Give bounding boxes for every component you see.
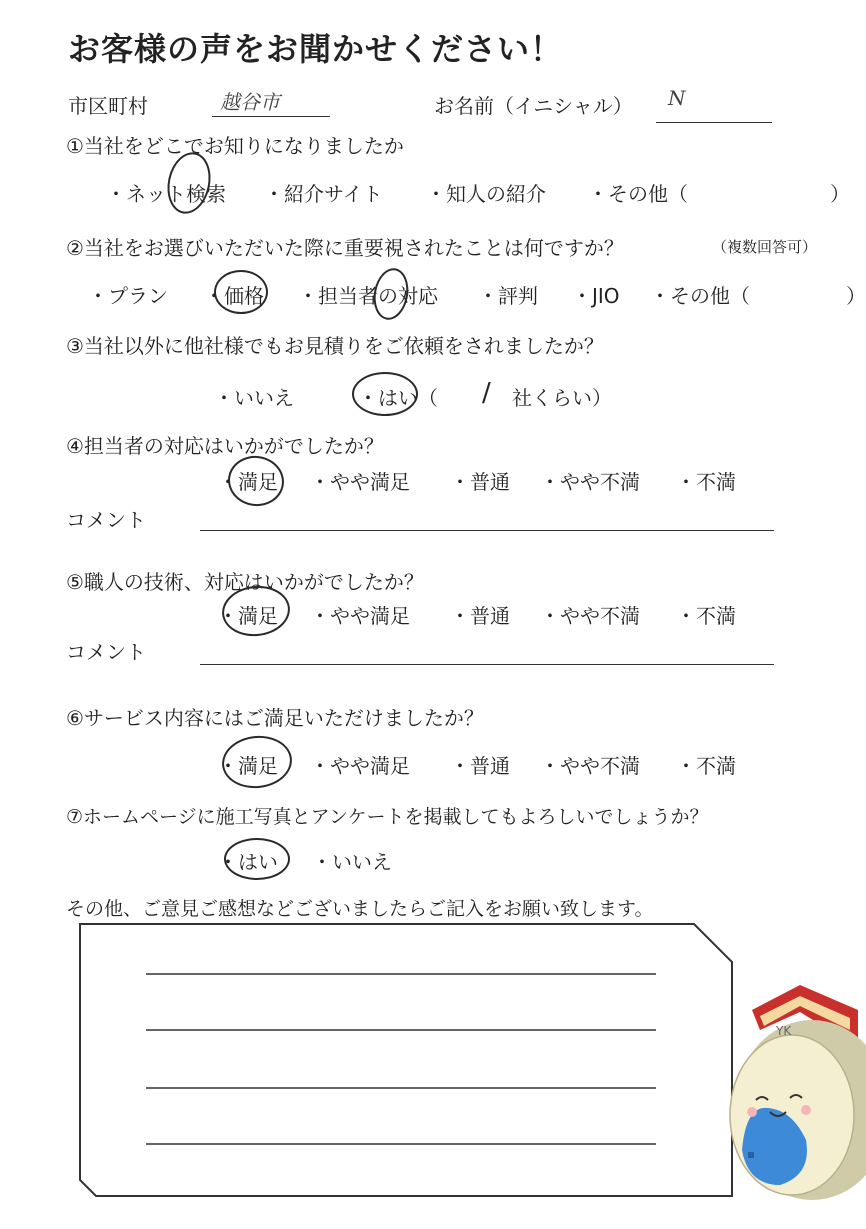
question-7: ⑦ホームページに施工写真とアンケートを掲載してもよろしいでしょうか？ xyxy=(66,806,709,828)
q3-slash: / xyxy=(482,378,491,408)
q2-option-reputation: ・評判 xyxy=(478,284,538,308)
q4-comment-label: コメント xyxy=(66,508,146,532)
city-value: 越谷市 xyxy=(220,90,280,114)
question-6: ⑥サービス内容にはご満足いただけましたか？ xyxy=(66,706,484,730)
q4-option-somewhat-satisfied: ・やや満足 xyxy=(310,470,410,494)
q2-note: （複数回答可） xyxy=(712,238,818,256)
q5-option-somewhat-dissatisfied: ・やや不満 xyxy=(540,604,640,628)
q2-option-price: ・価格 xyxy=(204,284,264,308)
q1-option-site: ・紹介サイト xyxy=(264,182,383,206)
q6-option-somewhat-satisfied: ・やや満足 xyxy=(310,754,410,778)
q1-option-other: ・その他（ xyxy=(588,182,688,206)
q5-option-dissatisfied: ・不満 xyxy=(676,604,736,628)
q6-option-satisfied: ・満足 xyxy=(218,754,278,778)
q2-option-jio: ・JIO xyxy=(572,284,620,308)
q2-option-other-close: ） xyxy=(846,284,866,308)
closing-text: その他、ご意見ご感想などございましたらご記入をお願い致します。 xyxy=(66,898,654,920)
q5-comment-label: コメント xyxy=(66,640,146,664)
question-4: ④担当者の対応はいかがでしたか？ xyxy=(66,434,384,458)
q6-option-dissatisfied: ・不満 xyxy=(676,754,736,778)
q4-option-somewhat-dissatisfied: ・やや不満 xyxy=(540,470,640,494)
q4-option-satisfied: ・満足 xyxy=(218,470,278,494)
question-1: ①当社をどこでお知りになりましたか xyxy=(66,134,404,158)
q2-option-plan: ・プラン xyxy=(88,284,168,308)
q7-option-yes: ・はい xyxy=(218,850,278,874)
q4-option-dissatisfied: ・不満 xyxy=(676,470,736,494)
question-3: ③当社以外に他社様でもお見積りをご依頼をされましたか？ xyxy=(66,334,604,358)
q5-option-normal: ・普通 xyxy=(450,604,510,628)
q3-count-suffix: 社くらい） xyxy=(512,386,612,410)
q6-option-normal: ・普通 xyxy=(450,754,510,778)
name-label: お名前（イニシャル） xyxy=(434,94,633,118)
q4-option-normal: ・普通 xyxy=(450,470,510,494)
q2-option-other: ・その他（ xyxy=(650,284,750,308)
q5-option-somewhat-satisfied: ・やや満足 xyxy=(310,604,410,628)
q3-option-no: ・いいえ xyxy=(214,386,294,410)
city-label: 市区町村 xyxy=(68,94,148,118)
q7-option-no: ・いいえ xyxy=(312,850,392,874)
q1-option-net: ・ネット検索 xyxy=(106,182,226,206)
q2-option-staff: ・担当者の対応 xyxy=(298,284,438,308)
q3-option-yes: ・はい（ xyxy=(358,386,438,410)
q1-option-other-close: ） xyxy=(830,182,850,206)
q1-option-friend: ・知人の紹介 xyxy=(426,182,546,206)
name-value: N xyxy=(668,86,686,110)
q6-option-somewhat-dissatisfied: ・やや不満 xyxy=(540,754,640,778)
question-2: ②当社をお選びいただいた際に重要視されたことは何ですか？ xyxy=(66,236,624,260)
mascot-badge: YK xyxy=(776,1024,792,1038)
form-title: お客様の声をお聞かせください！ xyxy=(68,30,564,68)
question-5: ⑤職人の技術、対応はいかがでしたか？ xyxy=(66,570,424,594)
q5-option-satisfied: ・満足 xyxy=(218,604,278,628)
